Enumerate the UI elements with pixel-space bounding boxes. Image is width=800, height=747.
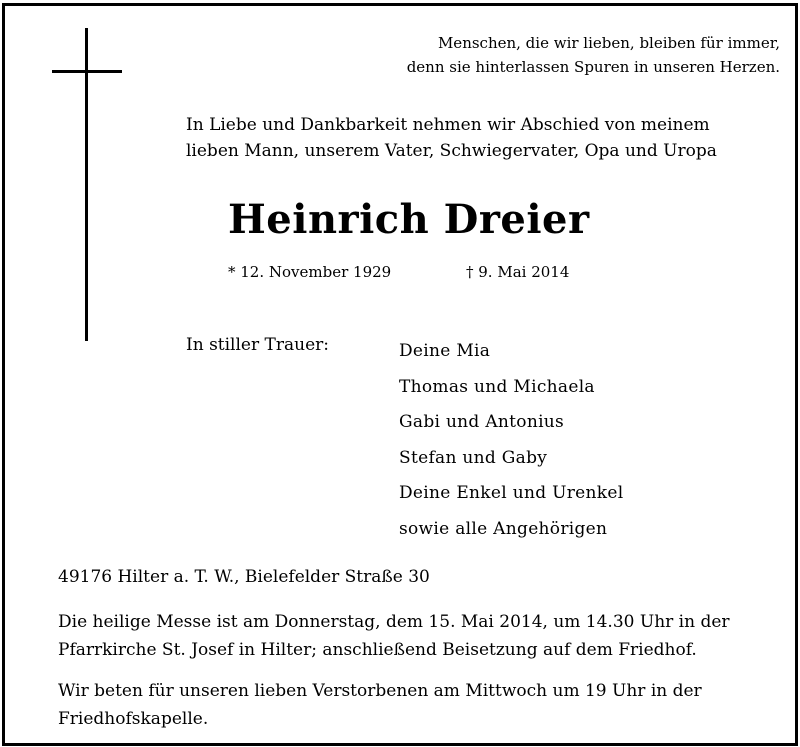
motto-quote <box>380 31 780 79</box>
mourners-list <box>399 334 623 547</box>
intro-line: In Liebe und Dankbarkeit nehmen wir Abschied von meinem <box>186 115 710 135</box>
birth-date: * 12. November 1929 <box>228 263 392 281</box>
death-date: † 9. Mai 2014 <box>466 263 570 281</box>
intro-line: lieben Mann, unserem Vater, Schwiegervater, Opa und Uropa <box>186 141 717 161</box>
mourner-item: Deine Enkel und Urenkel <box>399 483 624 503</box>
mourner-item: Stefan und Gaby <box>399 447 548 468</box>
deceased-name: Heinrich Dreier <box>228 196 590 243</box>
mourner-item: Gabi und Antonius <box>399 412 565 432</box>
prayer-line: Friedhofskapelle. <box>58 709 209 729</box>
mourner-item: sowie alle Angehörigen <box>399 518 608 539</box>
motto-line: denn sie hinterlassen Spuren in unseren Herzen. <box>406 58 780 76</box>
motto-line: Menschen, die wir lieben, bleiben für immer, <box>437 34 780 52</box>
mass-line: Die heilige Messe ist am Donnerstag, dem 15. Mai 2014, um 14.30 Uhr in der <box>58 612 730 632</box>
mass-line: Pfarrkirche St. Josef in Hilter; anschließend Beisetzung auf dem Friedhof. <box>58 640 697 660</box>
cross-horizontal-beam <box>52 70 122 73</box>
prayer-notice <box>58 677 702 733</box>
mourner-item: Thomas und Michaela <box>399 376 595 397</box>
family-address: 49176 Hilter a. T. W., Bielefelder Straße 30 <box>58 567 430 587</box>
mourner-item: Deine Mia <box>399 341 491 361</box>
farewell-intro <box>186 112 717 164</box>
mass-notice <box>58 608 730 664</box>
prayer-line: Wir beten für unseren lieben Verstorbenen am Mittwoch um 19 Uhr in der <box>58 681 702 701</box>
cross-vertical-beam <box>85 28 88 341</box>
mourning-label: In stiller Trauer: <box>186 335 329 355</box>
